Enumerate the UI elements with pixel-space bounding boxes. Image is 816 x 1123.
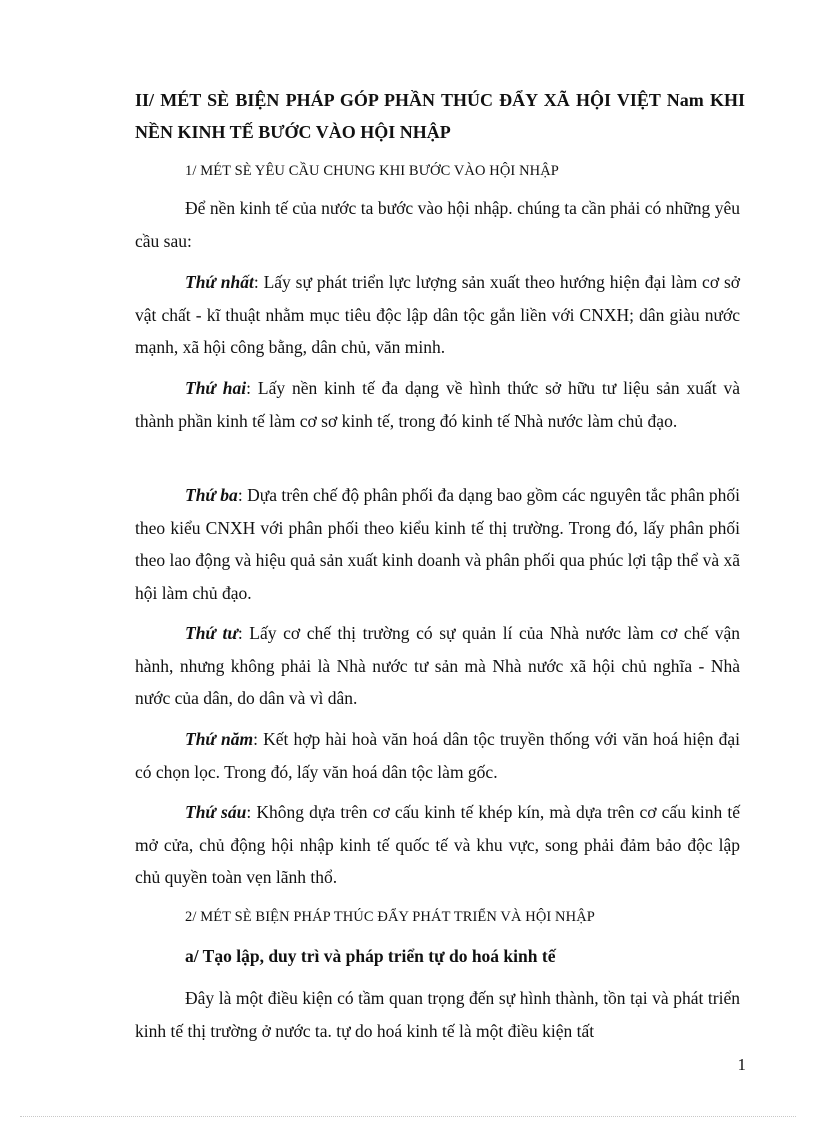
requirement-5	[135, 723, 740, 788]
requirement-1-sep: :	[253, 272, 259, 292]
requirement-4-text: Lấy cơ chế thị trường có sự quản lí của Nhà nước làm cơ chế vận hành, nhưng không phải là Nhà nước tư sản mà Nhà nước xã hội chủ nghĩa - Nhà nước của dân, do dân và vì dân.	[135, 623, 740, 708]
intro-paragraph: Để nền kinh tế của nước ta bước vào hội nhập. chúng ta cần phải có những yêu cầu sau:	[135, 198, 740, 251]
requirement-1-text: Lấy sự phát triển lực lượng sản xuất theo hướng hiện đại làm cơ sở vật chất - kĩ thuật nhằm mục tiêu độc lập dân tộc gắn liền với CNXH; dân giàu nước mạnh, xã hội công bằng, dân chủ, văn minh.	[135, 272, 741, 357]
closing-paragraph: Đây là một điều kiện có tầm quan trọng đến sự hình thành, tồn tại và phát triển kinh tế thị trường ở nước ta. tự do hoá kinh tế là một điều kiện tất	[135, 988, 740, 1041]
requirement-5-sep: :	[253, 729, 258, 749]
requirement-2-text: Lấy nền kinh tế đa dạng về hình thức sở hữu tư liệu sản xuất và thành phần kinh tế làm cơ sơ kinh tế, trong đó kinh tế Nhà nước làm chủ đạo.	[135, 378, 740, 431]
requirement-1-label: Thứ nhất	[185, 272, 254, 292]
requirement-4	[135, 617, 740, 715]
requirement-4-sep: :	[237, 623, 243, 643]
requirement-6-sep: :	[246, 802, 252, 822]
page-number: 1	[737, 1055, 746, 1074]
requirement-3-text: Dựa trên chế độ phân phối đa dạng bao gồm các nguyên tắc phân phối theo kiểu CNXH với phân phối theo kiểu kinh tế thị trường. Trong đó, lấy phân phối theo lao động và hiệu quả sản xuất kinh doanh và phân phối qua phúc lợi tập thể và xã hội làm chủ đạo.	[135, 485, 740, 603]
requirement-5-text: Kết hợp hài hoà văn hoá dân tộc truyền thống với văn hoá hiện đại có chọn lọc. Trong đó, lấy văn hoá dân tộc làm gốc.	[135, 729, 740, 782]
requirement-2-label: Thứ hai	[185, 378, 247, 398]
chapter-heading: II/ MÉT SÈ BIỆN PHÁP GÓP PHẦN THÚC ĐẨY XÃ HỘI VIỆT Nam KHI NỀN KINH TẾ BƯỚC VÀO HỘI NHẬP	[135, 90, 745, 142]
requirement-1	[135, 266, 740, 364]
subsection-a-title: a/ Tạo lập, duy trì và pháp triển tự do hoá kinh tế	[185, 946, 556, 966]
requirement-3-sep: :	[237, 485, 243, 505]
requirement-2-sep: :	[246, 378, 252, 398]
section-1-title: 1/ MÉT SÈ YÊU CẦU CHUNG KHI BƯỚC VÀO HỘI NHẬP	[185, 163, 559, 179]
requirement-6	[135, 796, 740, 894]
requirement-3-label: Thứ ba	[185, 485, 238, 505]
requirement-4-label: Thứ tư	[185, 623, 238, 643]
section-2-title: 2/ MÉT SÈ BIỆN PHÁP THÚC ĐẨY PHÁT TRIỂN VÀ HỘI NHẬP	[185, 909, 595, 925]
requirement-3	[135, 479, 740, 609]
page-bottom-rule	[20, 1116, 796, 1117]
requirement-6-text: Không dựa trên cơ cấu kinh tế khép kín, mà dựa trên cơ cấu kinh tế mở cửa, chủ động hội nhập kinh tế quốc tế và khu vực, song phải đảm bảo độc lập chủ quyền toàn vẹn lãnh thổ.	[135, 802, 740, 887]
requirement-6-label: Thứ sáu	[185, 802, 247, 822]
requirement-5-label: Thứ năm	[185, 729, 254, 749]
requirement-2	[135, 372, 740, 437]
